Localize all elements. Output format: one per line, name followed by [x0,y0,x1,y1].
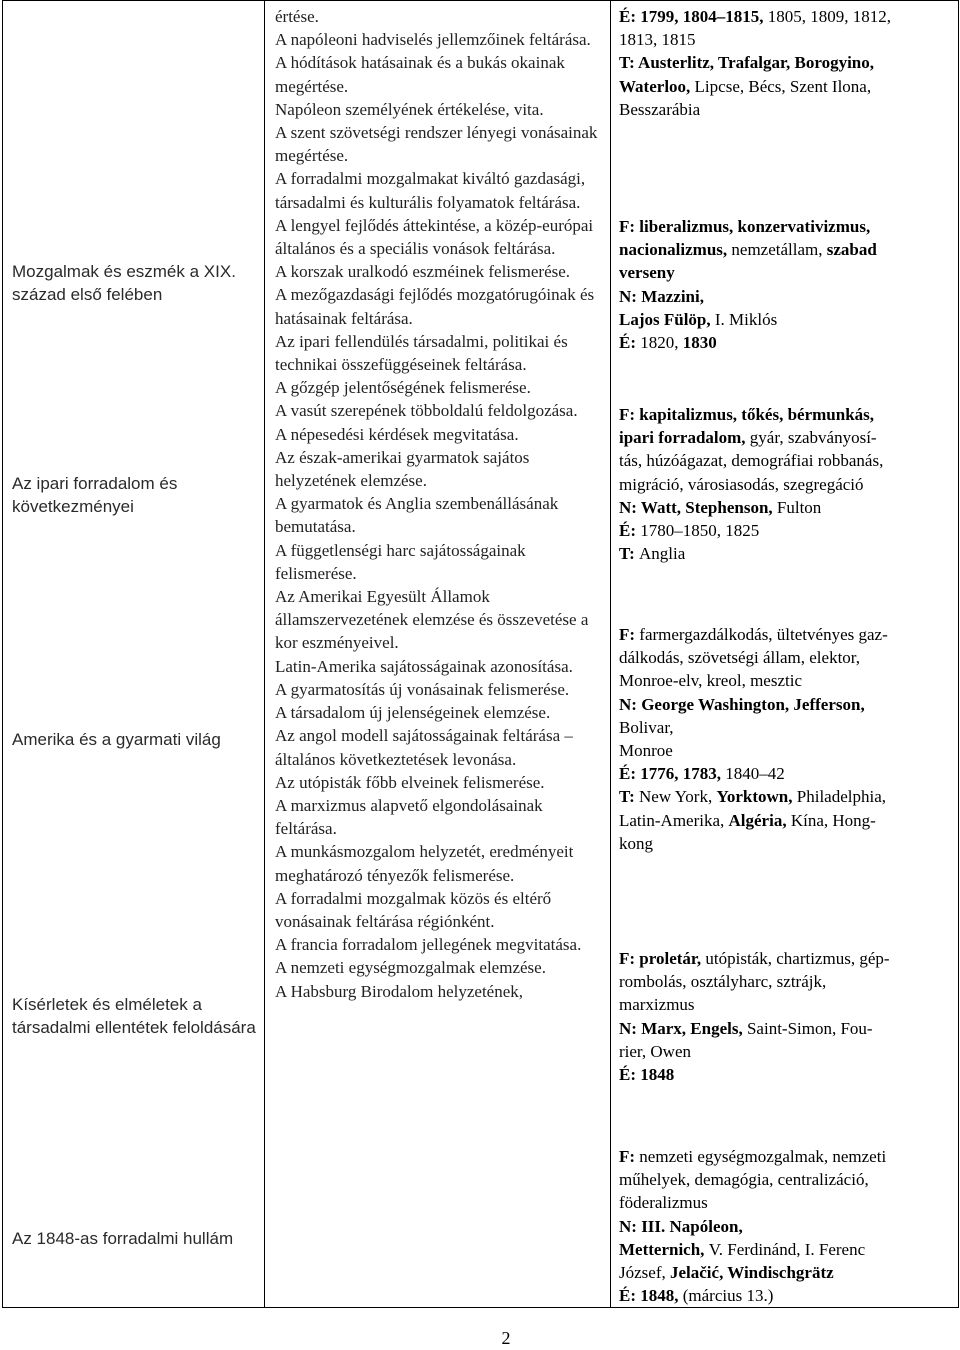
concept-line [619,1040,947,1063]
objective-item: értése. [275,7,319,26]
concept-line [619,403,947,426]
concept-line [619,542,947,565]
concept-text: 1820, [640,333,683,353]
concept-text: ipari forradalom, [619,428,750,448]
concept-line [619,285,947,308]
concept-line [619,669,947,692]
concept-text: Fulton [776,497,822,517]
concept-line [619,261,947,284]
objectives-list [265,1,610,1003]
concept-line [619,762,947,785]
concept-text: 1804–1815, [682,7,768,26]
concept-line [619,28,947,51]
concept-line [619,1261,947,1284]
concept-group [619,1145,947,1307]
concept-line [619,739,947,762]
objective-item: Az ipari fellendülés társadalmi, politikai és technikai összefüggéseinek feltárása. [275,331,568,375]
concept-text: T: [619,544,639,564]
curriculum-table [2,0,959,1308]
concept-text: N: George Washington, Jefferson, [619,694,865,714]
concept-text: Anglia [639,544,686,564]
concept-text: É: 1848 [619,1065,675,1085]
concept-line [619,785,947,808]
concept-text: 1805, 1809, 1812, [767,7,891,26]
objective-item: Napóleon személyének értékelése, vita. [275,99,544,119]
concept-text: kong [619,833,653,853]
objective-item: A forradalmi mozgalmakat kiváltó gazdasági, társadalmi és kulturális folyamatok feltárása. [275,169,586,212]
concept-line [619,1238,947,1261]
concept-line [619,1215,947,1238]
concept-text: gyár, szabványosí- [749,428,877,448]
concept-text: F: [619,625,640,644]
concept-line [619,809,947,832]
concept-text: műhelyek, demagógia, centralizáció, [619,1170,869,1190]
concept-line [619,331,947,354]
objective-item: A francia forradalom jellegének megvitatása. [275,935,582,955]
concept-line [619,970,947,993]
concept-line [619,1145,947,1168]
objective-item: Az angol modell sajátosságainak feltárása – általános következtetések levonása. [275,726,573,769]
concept-text: N: Mazzini, [619,286,704,306]
concept-line [619,519,947,542]
concept-line [619,473,947,496]
concept-line [619,75,947,98]
concept-line [619,947,947,970]
concept-text: É: 1799, [619,7,683,26]
concept-text: T: [619,787,639,807]
concept-text: marxizmus [619,995,695,1015]
concept-text: N: Watt, Stephenson, [619,497,777,517]
concept-text: T: Austerlitz, Trafalgar, Borogyino, [619,53,874,73]
concept-text: Yorktown, [716,787,797,807]
concept-line [619,646,947,669]
concept-text: rombolás, osztályharc, sztrájk, [619,972,827,992]
concept-text: migráció, városiasodás, szegregáció [619,474,864,494]
concept-text: Kína, [790,810,833,830]
concept-text: 1840–42 [725,764,785,784]
concept-text: 1780–1850, 1825 [640,521,760,541]
objective-item: A népesedési kérdések megvitatása. [275,424,519,444]
concept-text: 1830 [682,333,717,353]
concepts-list [611,1,958,1307]
concept-text: dálkodás, szövetségi állam, elektor, [619,648,861,668]
concept-text: (március 13.) [682,1286,774,1306]
concept-text: New York, [639,787,717,807]
concept-text: Besszarábia [619,99,701,119]
concept-group [619,403,947,565]
objective-item: A vasút szerepének többoldalú feldolgozása. [275,401,578,421]
objective-item: A szent szövetségi rendszer lényegi vonásainak megértése. [275,123,598,166]
objective-item: A gyarmatosítás új vonásainak felismerése. [275,679,570,699]
concept-text: nemzeti egységmozgalmak, nemzeti [639,1147,887,1166]
objective-item: A korszak uralkodó eszméinek felismerése. [275,262,571,282]
concept-text: F: liberalizmus, konzervativizmus, [619,217,871,236]
table-row [3,1,959,1308]
concept-text: Monroe [619,741,673,761]
topics-column [3,1,265,1308]
concept-group [619,623,947,855]
objective-item: A gyarmatok és Anglia szembenállásának bemutatása. [275,494,559,537]
concept-text: N: Marx, Engels, [619,1018,747,1038]
objective-item: Az észak-amerikai gyarmatok sajátos helyzetének elemzése. [275,447,530,491]
objective-item: A nemzeti egységmozgalmak elemzése. [275,958,546,978]
concept-text: Waterloo, [619,76,695,96]
concept-line [619,832,947,855]
objective-item: A függetlenségi harc sajátosságainak felismerése. [275,540,526,583]
concepts-column [611,1,959,1308]
objective-item: A gőzgép jelentőségének felismerése. [275,378,531,398]
concept-text: V. Ferdinánd, I. Ferenc [708,1239,866,1259]
topic-cell: Mozgalmak és eszmék a XIX. század első felében [12,262,236,304]
concept-text: Algéria, [728,810,791,830]
objective-item: A munkásmozgalom helyzetét, eredményeit meghatározó tényezők felismerése. [275,842,574,885]
concept-line [619,5,947,28]
topic-cell: Kísérletek és elméletek a társadalmi ellentétek feloldására [12,995,256,1037]
concept-group [619,5,947,121]
concept-text: F: proletár, [619,949,706,968]
concept-text: Lajos Fülöp, [619,309,715,329]
topic-cell: Az ipari forradalom és következményei [12,474,178,516]
objective-item: Az Amerikai Egyesült Államok államszervezetének elemzése és összevetése a kor eszményeivel. [275,587,589,653]
concept-text: farmergazdálkodás, ültetvényes gaz- [639,625,888,644]
concept-line [619,215,947,238]
concept-line [619,716,947,739]
concept-text: rier, Owen [619,1041,692,1061]
concept-text: utópisták, chartizmus, gép- [705,949,890,968]
concept-text: É: [619,521,641,541]
concept-text: Hong- [832,810,876,830]
concept-text: Latin-Amerika, [619,810,729,830]
concept-text: F: kapitalizmus, tőkés, bérmunkás, [619,405,875,424]
concept-line [619,993,947,1016]
objectives-column [265,1,611,1308]
objective-item: A mezőgazdasági fejlődés mozgatórugóinak és hatásainak feltárása. [275,285,595,328]
concept-line [619,308,947,331]
concept-line [619,1191,947,1214]
objective-item: A hódítások hatásainak és a bukás okainak megértése. [275,53,565,96]
concept-text: nacionalizmus, [619,240,732,260]
concept-text: Lipcse, Bécs, Szent Ilona, [694,76,872,96]
topic-cell: Amerika és a gyarmati világ [12,730,221,749]
concept-line [619,426,947,449]
concept-text: Bolivar, [619,717,674,737]
concept-text: Metternich, [619,1239,709,1259]
concept-text: verseny [619,263,675,283]
concept-line [619,449,947,472]
objective-item: A Habsburg Birodalom helyzetének, [275,981,524,1001]
concept-text: föderalizmus [619,1193,708,1213]
topic-cell: Az 1848-as forradalmi hullám [12,1229,234,1248]
concept-line [619,98,947,121]
concept-line [619,496,947,519]
concept-text: nemzetállam, [731,240,827,260]
concept-text: József, [619,1263,670,1283]
concept-text: É: 1848, [619,1286,683,1306]
concept-text: szabad [826,240,877,260]
concept-text: Jelačić, Windischgrätz [669,1263,834,1283]
concept-text: N: III. Napóleon, [619,1216,743,1236]
concept-line [619,1017,947,1040]
concept-line [619,1063,947,1086]
concept-line [619,693,947,716]
objective-item: Az utópisták főbb elveinek felismerése. [275,772,545,792]
concept-line [619,51,947,74]
concept-group [619,215,947,354]
objective-item: A forradalmi mozgalmak közös és eltérő vonásainak feltárása régiónként. [275,888,552,931]
concept-text: É: [619,333,641,353]
concept-text: Monroe-elv, kreol, mesztic [619,671,802,691]
concept-text: 1813, 1815 [619,30,696,50]
concept-group [619,947,947,1086]
objective-item: Latin-Amerika sajátosságainak azonosítása. [275,656,573,676]
objective-item: A marxizmus alapvető elgondolásainak feltárása. [275,795,543,839]
concept-line [619,1168,947,1191]
objective-item: A napóleoni hadviselés jellemzőinek feltárása. [275,30,591,50]
concept-text: I. Miklós [714,309,778,329]
concept-line [619,1284,947,1307]
concept-text: É: 1776, 1783, [619,764,726,784]
concept-line [619,238,947,261]
concept-text: tás, húzóágazat, demográfiai robbanás, [619,451,884,471]
page-number: 2 [501,1328,511,1348]
objective-item: A lengyel fejlődés áttekintése, a közép-európai általános és a speciális vonások feltárása. [275,215,594,259]
concept-text: F: [619,1147,640,1166]
concept-line [619,623,947,646]
concept-text: Saint-Simon, Fou- [746,1018,873,1038]
concept-text: Philadelphia, [796,787,886,807]
objective-item: A társadalom új jelenségeinek elemzése. [275,703,551,723]
